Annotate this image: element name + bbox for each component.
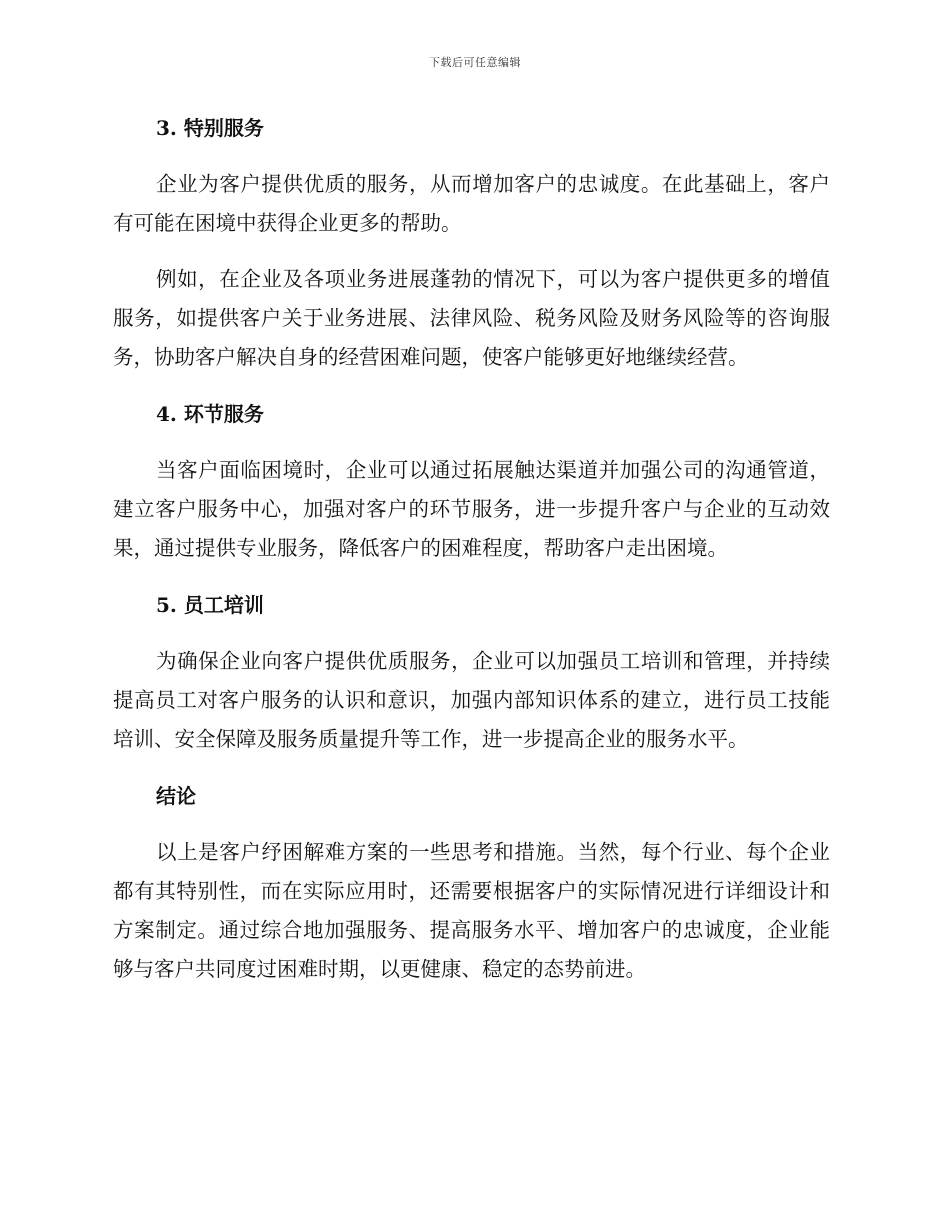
paragraph: 以上是客户纾困解难方案的一些思考和措施。当然，每个行业、每个企业都有其特别性，而在实际应用时，还需要根据客户的实际情况进行详细设计和方案制定。通过综合地加强服务、提高服务水平、增加客户的忠诚度，企业能够与客户共同度过困难时期，以更健康、稳定的态势前进。 [113, 840, 830, 981]
page-header: 下载后可任意编辑 [429, 56, 521, 69]
section-heading: 结论 [156, 784, 196, 808]
section-heading: 4. 环节服务 [156, 402, 264, 426]
document-body [113, 108, 830, 989]
paragraph: 企业为客户提供优质的服务，从而增加客户的忠诚度。在此基础上，客户有可能在困境中获得企业更多的帮助。 [113, 172, 830, 235]
paragraph: 为确保企业向客户提供优质服务，企业可以加强员工培训和管理，并持续提高员工对客户服务的认识和意识，加强内部知识体系的建立，进行员工技能培训、安全保障及服务质量提升等工作，进一步提高企业的服务水平。 [113, 649, 830, 751]
paragraph: 例如，在企业及各项业务进展蓬勃的情况下，可以为客户提供更多的增值服务，如提供客户关于业务进展、法律风险、税务风险及财务风险等的咨询服务，协助客户解决自身的经营困难问题，使客户能够更好地继续经营。 [113, 267, 830, 369]
paragraph: 当客户面临困境时，企业可以通过拓展触达渠道并加强公司的沟通管道，建立客户服务中心，加强对客户的环节服务，进一步提升客户与企业的互动效果，通过提供专业服务，降低客户的困难程度，帮助客户走出困境。 [113, 458, 830, 560]
section-heading: 3. 特别服务 [156, 116, 264, 140]
section-heading: 5. 员工培训 [156, 593, 264, 617]
